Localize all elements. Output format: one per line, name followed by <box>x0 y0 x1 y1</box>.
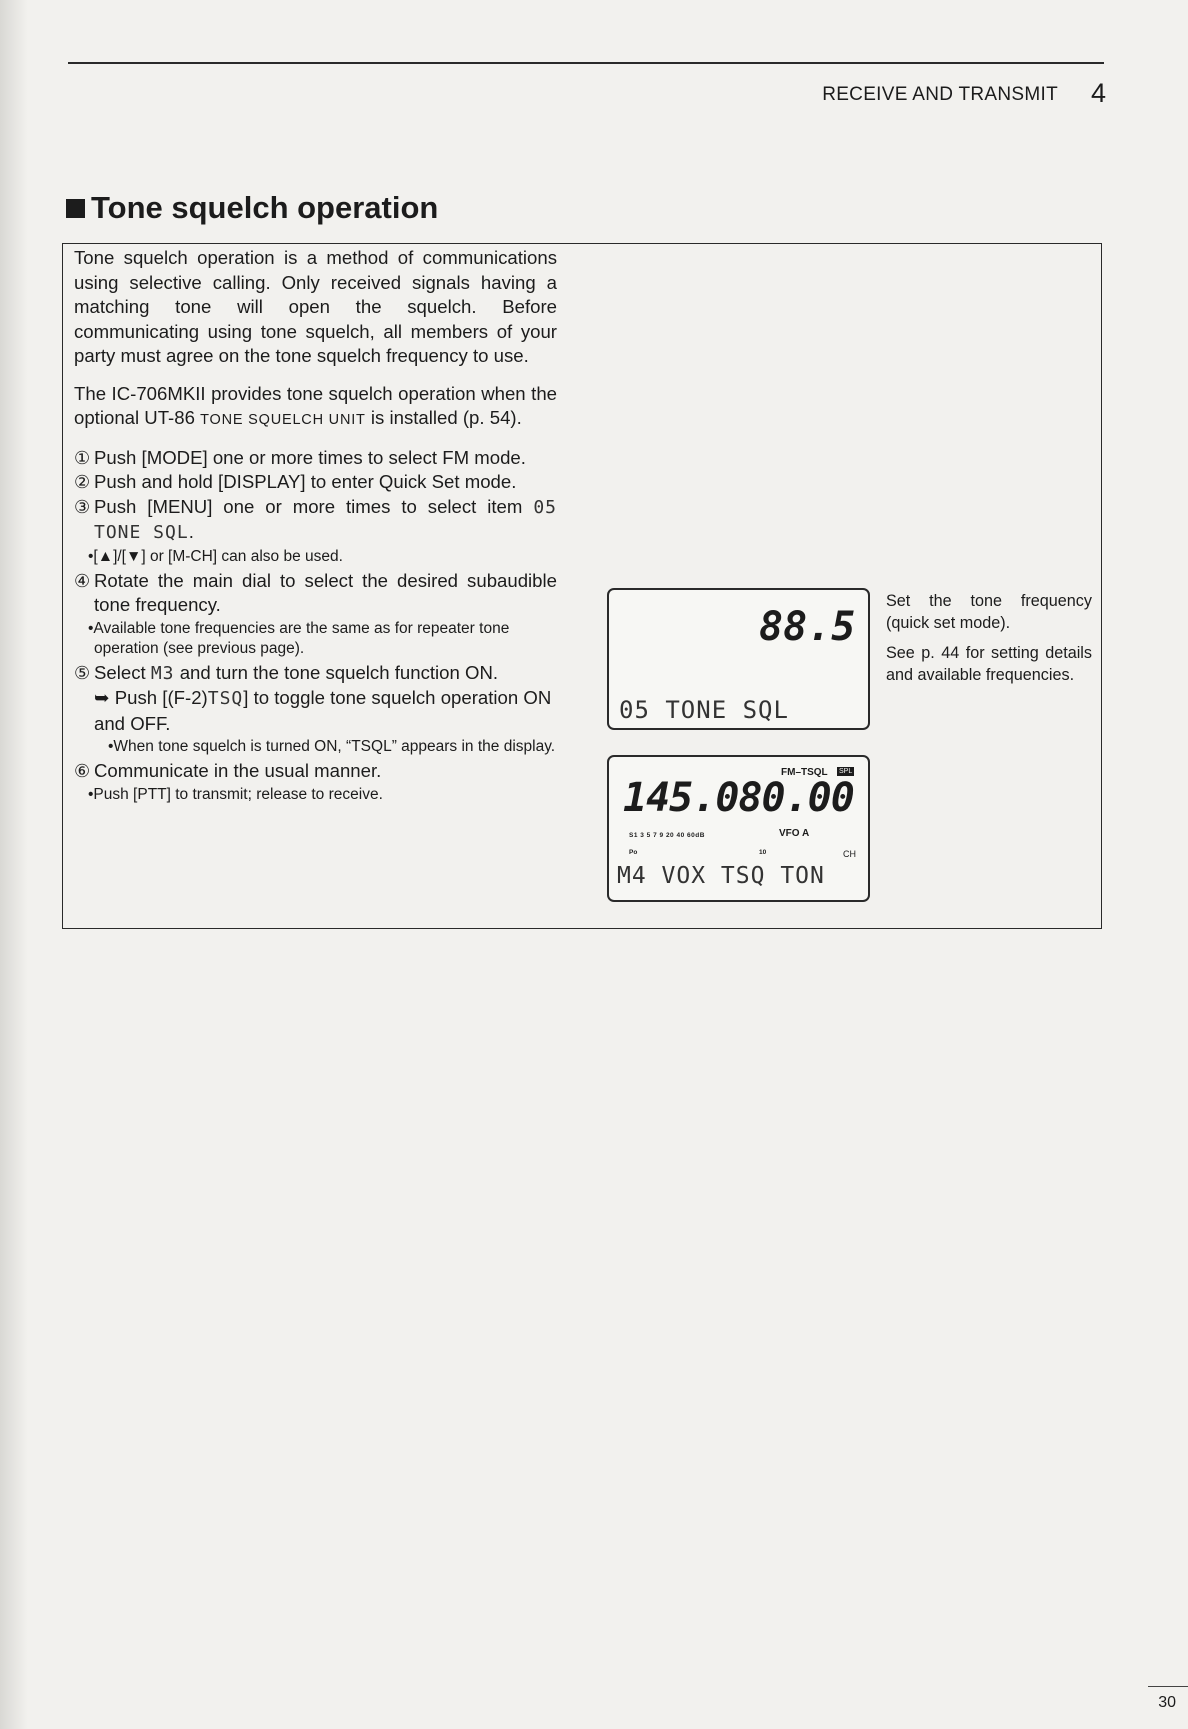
step-5-note: •When tone squelch is turned ON, “TSQL” appears in the display. <box>108 738 556 755</box>
page-edge-shadow <box>0 0 28 1729</box>
section-title-text: Tone squelch operation <box>91 190 439 225</box>
lcd-vfo-indicator: VFO A <box>779 828 810 839</box>
step-5: ⑤ Select M3 and turn the tone squelch function ON. <box>74 661 499 684</box>
intro-paragraph-2: The IC-706MKII provides tone squelch operation when the optional UT-86 TONE SQUELCH UNIT is installed (p. 54). <box>74 382 557 428</box>
black-square-icon <box>66 199 85 218</box>
lcd-spl-badge: SPL <box>839 768 853 775</box>
lcd-po-10: 10 <box>759 849 767 856</box>
lcd-tone-frequency: 88.5 <box>759 604 856 650</box>
running-header: RECEIVE AND TRANSMIT <box>822 84 1058 105</box>
step-1: ① Push [MODE] one or more times to select FM mode. <box>74 446 526 468</box>
header-rule <box>68 62 1104 64</box>
lcd-s-meter-scale: S1 3 5 7 9 20 40 60dB <box>629 832 705 839</box>
lcd-menu-item: 05 TONE SQL <box>619 696 789 724</box>
chapter-number: 4 <box>1090 78 1106 108</box>
lcd-main-display <box>607 755 870 902</box>
intro-paragraph: Tone squelch operation is a method of communications using selective calling. Only received signals having a matching tone will open the squelch. Before communicating using tone squelch, all members of your party must agree on the tone squelch frequency to use. <box>74 247 557 366</box>
lcd-frequency: 145.080.00 <box>623 775 854 821</box>
lcd-function-line: M4 VOX TSQ TON <box>617 863 825 889</box>
note-tone-frequency: Set the tone frequency (quick set mode). <box>886 592 1092 632</box>
lcd-text-memory: M3 <box>150 662 175 684</box>
step-3-note: •[▲]/[▼] or [M-CH] can also be used. <box>88 547 343 565</box>
lcd-ch-indicator: CH <box>843 849 856 859</box>
step-6: ⑥ Communicate in the usual manner. <box>74 760 382 781</box>
step-3: ③ Push [MENU] one or more times to select item 05 TONE SQL. <box>74 495 557 543</box>
text-column <box>74 246 557 807</box>
page-number-rule <box>1148 1686 1188 1687</box>
step-6-note: •Push [PTT] to transmit; release to receive. <box>88 785 383 803</box>
note-see-page: See p. 44 for setting details and available frequencies. <box>886 644 1092 684</box>
lcd-quick-set-display <box>607 588 870 730</box>
lcd-text-item: 05 TONE SQL <box>94 496 557 543</box>
page-number: 30 <box>1158 1694 1176 1711</box>
section-title <box>66 190 438 226</box>
step-4-note: •Available tone frequencies are the same as for repeater tone operation (see previous page). <box>88 619 510 657</box>
step-5-substep: ➥ Push [(F-2)TSQ] to toggle tone squelch operation ON and OFF. <box>94 687 552 734</box>
lcd-mode-indicator: FM–TSQL <box>781 767 828 778</box>
lcd-text-tsq: TSQ <box>207 688 244 709</box>
step-2: ② Push and hold [DISPLAY] to enter Quick Set mode. <box>74 471 517 492</box>
step-4: ④ Rotate the main dial to select the desired subaudible tone frequency. <box>74 569 557 615</box>
lcd-po-label: Po <box>629 849 638 856</box>
unit-name: TONE SQUELCH UNIT <box>200 412 366 428</box>
